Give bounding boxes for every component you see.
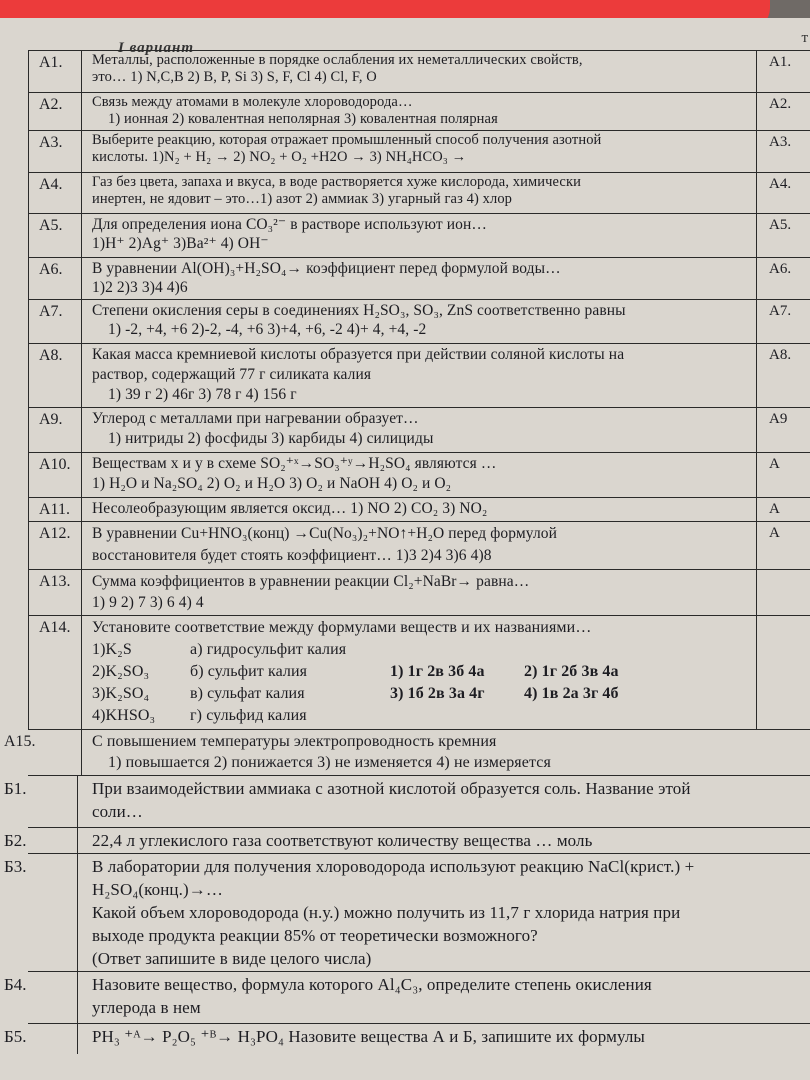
question-text <box>92 132 750 166</box>
question-text <box>92 1025 804 1048</box>
text-line: В уравнении Al(OH)₃+H₂SO₄→ коэффициент перед формулой воды… <box>92 260 561 277</box>
text-line: Несолеобразующим является оксид… 1) NO 2) CO₂ 3) NO₂ <box>92 500 488 517</box>
text-line: Установите соответствие между формулами веществ и их названиями… <box>92 619 592 636</box>
question-row <box>4 854 810 972</box>
answer-option <box>524 705 644 726</box>
side-number: A8. <box>756 344 810 407</box>
substance-name: г) сульфид калия <box>190 707 307 724</box>
question-text <box>92 523 750 567</box>
question-text <box>92 259 750 297</box>
text-line: Связь между атомами в молекуле хлороводорода… <box>92 94 413 110</box>
text-line: 1)H⁺ 2)Ag⁺ 3)Ba²⁺ 4) OH⁻ <box>92 235 269 252</box>
text-line: В лаборатории для получения хлороводорода используют реакцию NaCl(крист.) + <box>92 857 695 876</box>
side-number: A6. <box>756 258 810 299</box>
question-number: A10. <box>28 453 82 497</box>
text-line: С повышением температуры электропроводность кремния <box>92 733 497 750</box>
answer-option: 3) 1б 2в 3а 4г <box>390 685 485 702</box>
question-number: A13. <box>28 570 82 615</box>
corner-letter: т <box>801 30 808 46</box>
question-number: A5. <box>28 214 82 257</box>
question-number: A8. <box>28 344 82 407</box>
text-line: 1) повышается 2) понижается 3) не изменяется 4) не измеряется <box>108 754 551 771</box>
text-line: Выберите реакцию, которая отражает промышленный способ получения азотной <box>92 132 602 148</box>
question-number: A4. <box>28 173 82 213</box>
side-number: A7. <box>756 300 810 343</box>
question-number: A14. <box>28 616 82 729</box>
text-line: Веществам х и у в схеме SO₂⁺ˣ→SO₃⁺ʸ→H₂SO₄ являются … <box>92 455 497 472</box>
answer-option: 4) 1в 2а 3г 4б <box>524 685 619 702</box>
side-number: A9 <box>756 408 810 452</box>
text-line: 1)2 2)3 3)4 4)6 <box>92 279 188 296</box>
question-text <box>92 777 804 823</box>
side-number: A3. <box>756 131 810 172</box>
side-number: A <box>756 522 810 569</box>
question-row <box>28 258 810 300</box>
question-row <box>4 1024 810 1054</box>
side-number <box>756 616 810 729</box>
question-text <box>92 731 804 773</box>
question-row <box>4 776 810 828</box>
text-line: Для определения иона CO₃²⁻ в растворе используют ион… <box>92 216 487 233</box>
formula: 4)KHSO₃ <box>92 707 156 724</box>
question-text <box>92 454 750 494</box>
text-line: 1) -2, +4, +6 2)-2, -4, +6 3)+4, +6, -2 4)+ 4, +4, -2 <box>108 321 427 338</box>
text-line: углерода в нем <box>92 998 201 1017</box>
text-line: 1) нитриды 2) фосфиды 3) карбиды 4) силициды <box>108 430 434 447</box>
question-text <box>92 571 750 613</box>
side-number: A <box>756 453 810 497</box>
question-number: A7. <box>28 300 82 343</box>
answer-option <box>390 639 524 660</box>
question-text <box>92 345 750 405</box>
question-number: A3. <box>28 131 82 172</box>
text-line: соли… <box>92 802 143 821</box>
text-line: инертен, не ядовит – это…1) азот 2) аммиак 3) угарный газ 4) хлор <box>92 191 513 207</box>
question-text <box>92 829 804 852</box>
text-line: Степени окисления серы в соединениях H₂SO₃, SO₃, ZnS соответственно равны <box>92 302 626 319</box>
question-text <box>92 215 750 253</box>
side-number: A1. <box>756 51 810 92</box>
question-text <box>92 174 750 208</box>
answer-option: 1) 1г 2в 3б 4а <box>390 663 485 680</box>
question-row <box>28 408 810 453</box>
question-number: A1. <box>28 51 82 92</box>
question-text <box>92 94 750 128</box>
text-line: 1) H₂O и Na₂SO₄ 2) O₂ и H₂O 3) O₂ и NaOH 4) O₂ и O₂ <box>92 475 452 492</box>
question-number: Б1. <box>0 776 78 827</box>
matching-grid <box>92 639 750 726</box>
question-number: Б5. <box>0 1024 78 1054</box>
text-line: Металлы, расположенные в порядке ослабления их неметаллических свойств, <box>92 52 583 68</box>
question-table <box>4 50 810 1054</box>
text-line: выходе продукта реакции 85% от теоретически возможного? <box>92 926 538 945</box>
question-row <box>28 344 810 408</box>
question-row <box>28 51 810 93</box>
text-line: восстановителя будет стоять коэффициент… 1)3 2)4 3)6 4)8 <box>92 547 492 564</box>
side-number: A2. <box>756 93 810 130</box>
text-line: Назовите вещество, формула которого Al₄C₃, определите степень окисления <box>92 975 652 994</box>
text-line: раствор, содержащий 77 г силиката калия <box>92 366 372 383</box>
question-row <box>4 972 810 1024</box>
side-number: A5. <box>756 214 810 257</box>
question-number: A15. <box>0 730 82 775</box>
variant-title: I вариант <box>118 40 195 56</box>
formula: 2)K₂SO₃ <box>92 663 150 680</box>
text-line: 1) ионная 2) ковалентная неполярная 3) ковалентная полярная <box>108 111 498 127</box>
text-line: H₂SO₄(конц.)→… <box>92 880 223 899</box>
text-line: 1) 39 г 2) 46г 3) 78 г 4) 156 г <box>108 386 297 403</box>
text-line: При взаимодействии аммиака с азотной кислотой образуется соль. Название этой <box>92 779 691 798</box>
question-row <box>28 214 810 258</box>
question-row <box>28 93 810 131</box>
question-row-a15 <box>4 730 810 776</box>
question-number: A6. <box>28 258 82 299</box>
answer-option: 2) 1г 2б 3в 4а <box>524 663 619 680</box>
question-row <box>28 300 810 344</box>
question-row <box>28 173 810 214</box>
substance-name: б) сульфит калия <box>190 663 308 680</box>
question-number: Б3. <box>0 854 78 971</box>
question-text <box>92 617 750 726</box>
side-number: A <box>756 498 810 521</box>
text-line: Сумма коэффициентов в уравнении реакции Cl₂+NaBr→ равна… <box>92 573 530 590</box>
question-text <box>92 973 804 1019</box>
substance-name: в) сульфат калия <box>190 685 305 702</box>
text-line: (Ответ запишите в виде целого числа) <box>92 949 372 968</box>
text-line: 22,4 л углекислого газа соответствуют количеству вещества … моль <box>92 831 593 850</box>
question-number: Б4. <box>0 972 78 1023</box>
question-text <box>92 301 750 339</box>
question-row-a14 <box>28 616 810 730</box>
answer-option <box>524 639 644 660</box>
side-number <box>756 570 810 615</box>
answer-option <box>390 705 524 726</box>
question-text <box>92 855 804 970</box>
question-row <box>4 828 810 854</box>
formula: 3)K₂SO₄ <box>92 685 150 702</box>
question-number: A9. <box>28 408 82 452</box>
text-line: PH₃ ⁺ᴬ→ P₂O₅ ⁺ᴮ→ H₃PO₄ Назовите вещества А и Б, запишите их формулы <box>92 1027 645 1046</box>
text-line: Углерод с металлами при нагревании образует… <box>92 410 419 427</box>
question-number: Б2. <box>0 828 78 853</box>
question-text <box>92 52 750 86</box>
question-number: A11. <box>28 498 82 521</box>
question-row <box>28 522 810 570</box>
text-line: Какой объем хлороводорода (н.у.) можно получить из 11,7 г хлорида натрия при <box>92 903 681 922</box>
text-line: В уравнении Cu+HNO₃(конц) →Cu(No₃)₂+NO↑+H₂O перед формулой <box>92 525 558 542</box>
question-row <box>28 131 810 173</box>
text-line: кислоты. 1)N₂ + H₂ → 2) NO₂ + O₂ +H2O → 3) NH₄HCO₃ → <box>92 149 467 165</box>
question-text <box>92 409 750 449</box>
text-line: Газ без цвета, запаха и вкуса, в воде растворяется хуже кислорода, химически <box>92 174 581 190</box>
question-text <box>92 499 750 519</box>
text-line: 1) 9 2) 7 3) 6 4) 4 <box>92 594 204 611</box>
text-line: это… 1) N,C,B 2) B, P, Si 3) S, F, Cl 4) Cl, F, O <box>92 69 377 85</box>
text-line: Какая масса кремниевой кислоты образуется при действии соляной кислоты на <box>92 346 625 363</box>
formula: 1)K₂S <box>92 641 132 658</box>
part-b <box>4 776 810 1054</box>
question-number: A12. <box>28 522 82 569</box>
question-number: A2. <box>28 93 82 130</box>
substance-name: а) гидросульфит калия <box>190 641 347 658</box>
question-row <box>28 453 810 498</box>
question-row <box>28 498 810 522</box>
question-row <box>28 570 810 616</box>
side-number: A4. <box>756 173 810 213</box>
